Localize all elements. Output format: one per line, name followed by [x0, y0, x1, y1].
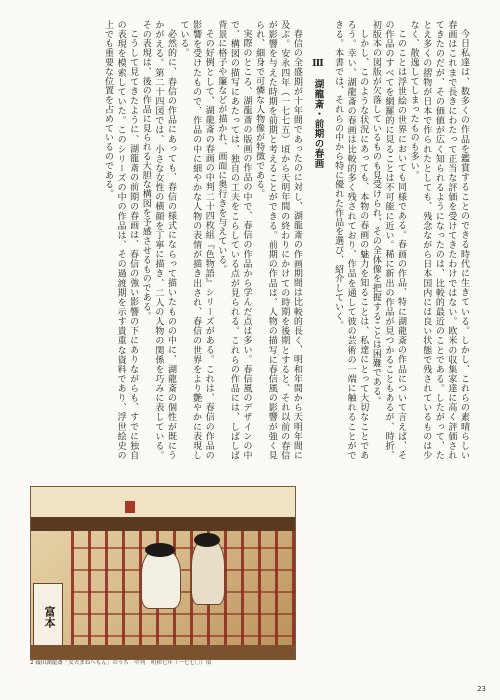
print-figure-right — [191, 539, 225, 605]
print-figure-left — [141, 549, 181, 609]
ukiyoe-print-image — [30, 486, 296, 660]
figure-caption: 2 礒田湖龍斎「女夫まねへもん」のうち 中判 明和七年（一七七〇）頃 — [30, 660, 212, 666]
print-hair-left — [145, 543, 175, 557]
shop-lantern: 富本 — [33, 583, 63, 651]
section-heading: Ⅲ 湖龍斎・前期の春画 — [312, 58, 324, 169]
paragraph: しかし、このような状況にあっても、本物の春画の魅力を知ることは、私達にとって大切なことであろう。幸い、湖龍斎の春画は比較的多く残されており、作品を通して彼の芸術の一端に触れることができる。本書では、それらの中から特に優れた作品を選び、紹介していく。 — [333, 20, 369, 460]
artist-seal-icon — [125, 501, 135, 513]
page-number: 23 — [477, 685, 486, 693]
paragraph: その好例として、湖龍斎の春画の中判二十四枚組『色物語』シリーズがある。これは、春信の作品の影響を受けたもので、作品の中に細やかな人物の表情が描き出され、春信の世界をより艶やかに表現している。 — [178, 20, 214, 460]
paragraph: 実際のところ、湖龍斎の版画の作品の中で、春信の作品から学んだ点は多い。春信風のデザインの中で、構図の描写にあたっては、独自の工夫をこらしている点が見られる。これらの作品には、しばしば背景に格子や簾などが描かれ、画面に奥行きを与えている。 — [216, 20, 252, 460]
print-hair-right — [194, 533, 220, 547]
paragraph: 必然的に、春信の作品にあっても、春信の様式にならって描いたものの中に、湖龍斎の個性が既にうかがえる。第二十四図では、小さな女性の横顔を丁寧に描き、二人の人物の関係を巧みに表している。その表現は、後の作品に見られる大胆な構図を予感させるものである。 — [140, 20, 176, 460]
paragraph: 今日私達は、数多くの作品を鑑賞することのできる時代に生きている。しかし、これらの素晴らしい春画はこれまで長きにわたって正当な評価を受けてきたわけではない。欧米の収集家達に高く評価されてきたのだが、その価値が広く知られるようになったのは、比較的最近のことである。したがって、たとえ多くの摺物が日本で作られたとしても、残念ながら日本国内には良い状態で残されているものは少なく、散逸してしまったものも多い。 — [408, 20, 469, 460]
print-roof — [31, 517, 295, 531]
body-text — [30, 20, 470, 460]
print-floor — [31, 645, 295, 659]
lattice-window — [71, 531, 295, 659]
paragraph: こうして見てきたように、湖龍斎の前期の春画は、春信の強い影響の下にありながらも、すでに独自の表現を模索していた。このシリーズの中の作品は、その過渡期を示す貴重な資料であり、浮世絵史の上でも重要な位置を占めているのである。 — [102, 20, 139, 460]
paragraph: このことは浮世絵の世界においても同様である。春画の作品、特に湖龍斎の作品について言えば、その作品のすべてを網羅的に見ることは不可能に近い。稀に新出の作品が見つかることもあるが、時折、初版本の図版が欠落しているものも見受けられ、その全体像を把握することは困難である。 — [370, 20, 407, 460]
paragraph: 春信の全盛期が十年間であったのに対し、湖龍斎の作画期間は比較的長く、明和年間から天明年間に及ぶ。安永四年（一七七五）頃から天明年間の終わりにかけての時期を後期とすると、それ以前の春信が影響を与えた時期を前期と考えることができる。前期の作品は、人物の描写に春信風の影響が強く見られ、細身で可憐な人物像が特徴である。 — [254, 20, 302, 460]
